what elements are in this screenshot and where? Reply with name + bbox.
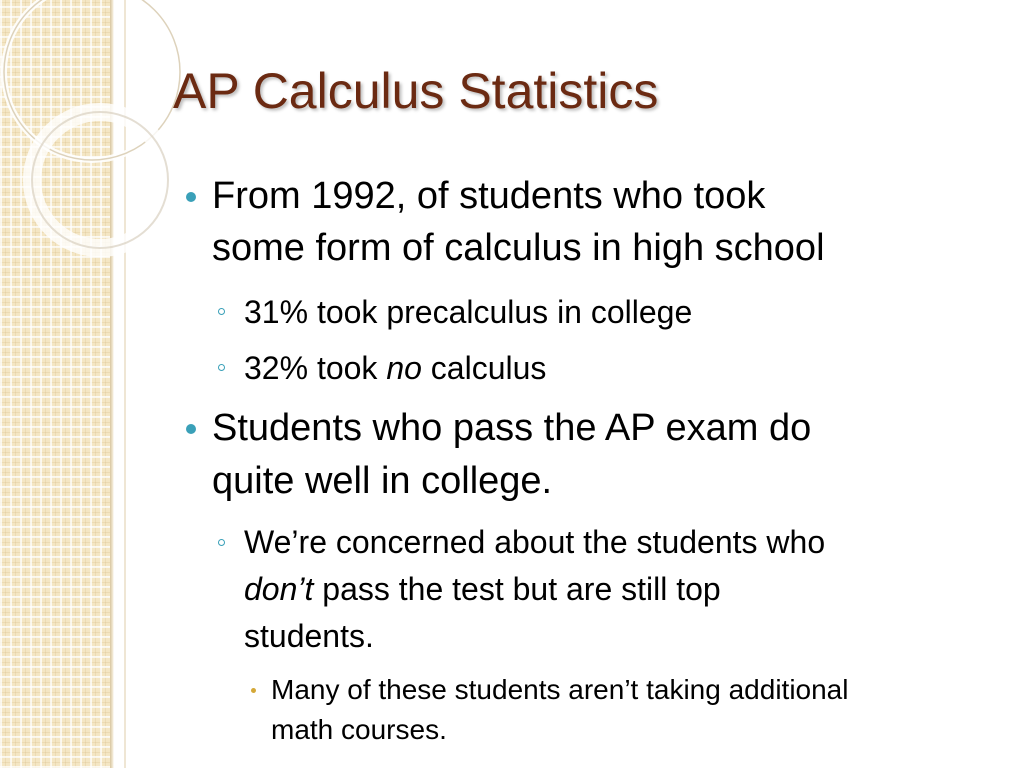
sub-sub-bullet-dot	[251, 688, 256, 693]
sub-bullet-ring	[218, 539, 225, 546]
sub-bullet-1-1: 31% took precalculus in college	[244, 294, 693, 330]
bullet-2-line-1: Students who pass the AP exam do	[212, 407, 812, 449]
sub-bullet-1-2-before: 32% took	[244, 350, 387, 386]
bullet-dot	[186, 192, 196, 202]
sub-sub-bullet-line-1: Many of these students aren’t taking additional	[271, 674, 849, 705]
sub-bullet-2-1-line-1: We’re concerned about the students who	[244, 524, 826, 560]
sub-bullet-ring	[218, 308, 225, 315]
bullet-dot	[186, 424, 196, 434]
bullet-1-line-2: some form of calculus in high school	[212, 227, 825, 269]
sub-bullet-1-2	[244, 345, 546, 391]
decorative-circles	[0, 0, 200, 260]
sub-bullet-2-1-emphasis: don’t	[244, 571, 314, 607]
sub-bullet-1-2-emphasis: no	[386, 350, 422, 386]
sub-bullet-1-2-after: calculus	[421, 350, 547, 386]
sub-bullet-2-1-line-2	[244, 566, 721, 612]
sub-bullet-ring	[218, 364, 225, 371]
bullet-1-line-1: From 1992, of students who took	[212, 175, 766, 217]
sub-sub-bullet-line-2: math courses.	[271, 714, 447, 745]
sub-bullet-2-1-rest: pass the test but are still top	[313, 571, 721, 607]
sub-bullet-2-1-line-3: students.	[244, 618, 374, 654]
slide-title: AP Calculus Statistics	[173, 63, 659, 119]
bullet-2-line-2: quite well in college.	[212, 460, 553, 502]
